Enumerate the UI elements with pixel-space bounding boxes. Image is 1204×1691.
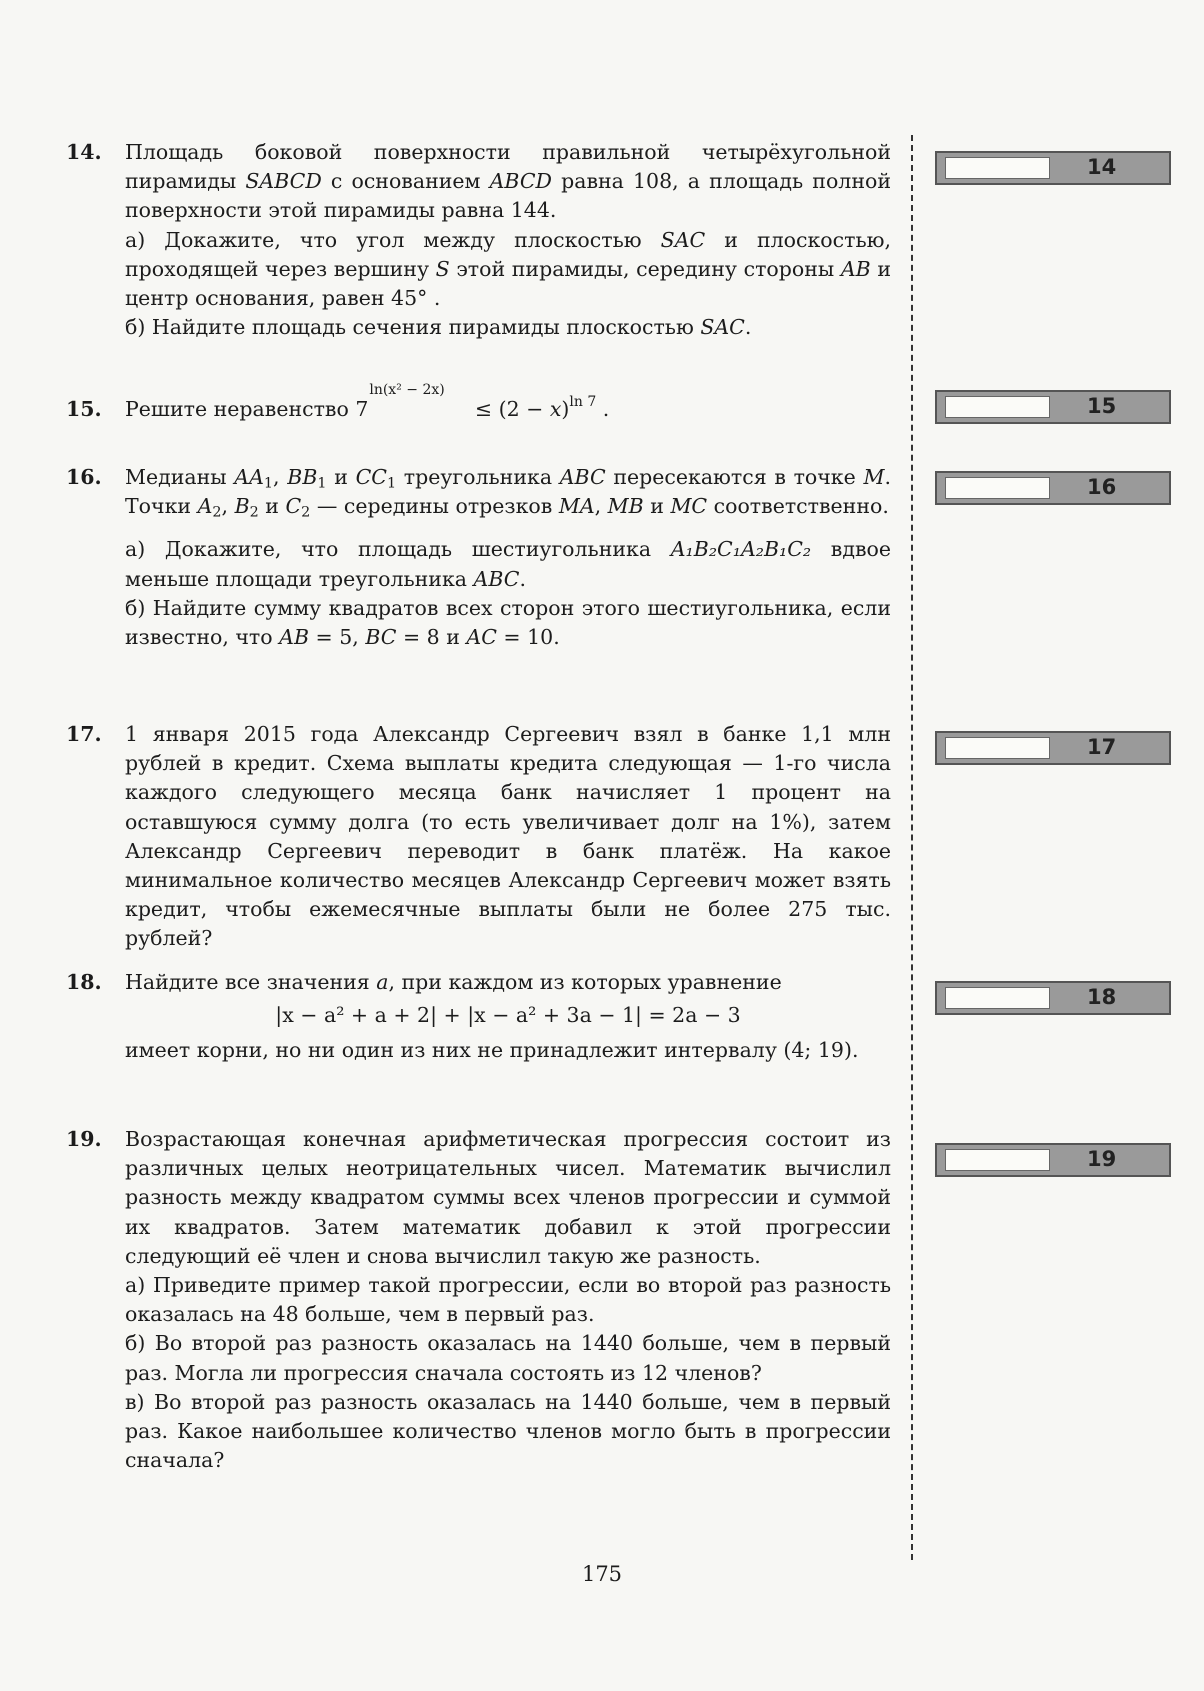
- problem-text: 1 января 2015 года Александр Сергеевич взял в банке 1,1 млн рублей в кредит. Схема выплаты кредита следующая — 1-го числа каждого следующего месяца банк начисляет 1 процент на оставшуюся сумму долга (то есть увеличивает долг на 1%), затем Александр Сергеевич переводит в банк платёж. На какое минимальное количество месяцев Александр Сергеевич может взять кредит, чтобы ежемесячные выплаты были не более 275 тыс. рублей?: [125, 722, 891, 951]
- answer-field[interactable]: [945, 396, 1050, 418]
- problem-16: [66, 463, 891, 652]
- problem-number: 14.: [66, 140, 102, 164]
- equation: |x − a² + a + 2| + |x − a² + 3a − 1| = 2a − 3: [275, 1003, 741, 1028]
- answer-field[interactable]: [945, 737, 1050, 759]
- answer-field[interactable]: [945, 477, 1050, 499]
- answer-box-14: [935, 151, 1171, 185]
- problem-text: Найдите все значения a, при каждом из которых уравнение |x − a² + a + 2| + |x − a² + 3a − 1| = 2a − 3 имеет корни, но ни один из них не принадлежит интервалу (4; 19).: [125, 968, 891, 1066]
- problem-number: 16.: [66, 465, 102, 489]
- answer-box-label: 16: [1087, 475, 1117, 499]
- problem-number: 18.: [66, 970, 102, 994]
- problem-number: 15.: [66, 397, 102, 421]
- problem-19: [66, 1125, 891, 1475]
- answer-box-label: 17: [1087, 735, 1117, 759]
- page-number: 175: [581, 1562, 623, 1586]
- answer-box-16: [935, 471, 1171, 505]
- answer-box-label: 15: [1087, 394, 1117, 418]
- answer-box-label: 19: [1087, 1147, 1117, 1171]
- answer-box-15: [935, 390, 1171, 424]
- answer-field[interactable]: [945, 157, 1050, 179]
- inequality: Решите неравенство 7 ln(x² − 2x) ≤ $(2 - x)^{ln 7}$ .: [125, 395, 891, 427]
- answer-box-label: 18: [1087, 985, 1117, 1009]
- answer-box-label: 14: [1087, 155, 1117, 179]
- problem-17: [66, 720, 891, 954]
- answer-field[interactable]: [945, 987, 1050, 1009]
- problem-text: Площадь боковой поверхности правильной четырёхугольной пирамиды SABCD с основанием ABCD равна 108, а площадь полной поверхности этой пирамиды равна 144. а) Докажите, что угол между плоскостью SAC и плоскостью, проходящей через вершину S этой пирамиды, середину стороны AB и центр основания, равен 45° . б) Найдите площадь сечения пирамиды плоскостью SAC.: [125, 140, 891, 340]
- problem-14: [66, 138, 891, 342]
- answer-field[interactable]: [945, 1149, 1050, 1171]
- problem-text: Возрастающая конечная арифметическая прогрессия состоит из различных целых неотрицательных чисел. Математик вычислил разность между квадратом суммы всех членов прогрессии и суммой их квадратов. Затем математик добавил к этой прогрессии следующий её член и снова вычислил такую же разность. а) Приведите пример такой прогрессии, если во второй раз разность оказалась на 48 больше, чем в первый раз. б) Во второй раз разность оказалась на 1440 больше, чем в первый раз. Могла ли прогрессия сначала состоять из 12 членов? в) Во второй раз разность оказалась на 1440 больше, чем в первый раз. Какое наибольшее количество членов могло быть в прогрессии сначала?: [125, 1127, 891, 1473]
- exponent: ln(x² − 2x): [369, 382, 445, 398]
- answer-box-18: [935, 981, 1171, 1015]
- cut-line: [911, 135, 913, 1560]
- problem-text: Медианы $AA_1$, $BB_1$ и $CC_1$ треугольника ABC пересекаются в точке M. Точки $A_2$, $B_2$ и $C_2$ — середины отрезков MA, MB и MC соответственно. а) Докажите, что площадь шестиугольника A₁B₂C₁A₂B₁C₂ вдвое меньше площади треугольника ABC. б) Найдите сумму квадратов всех сторон этого шестиугольника, если известно, что AB = 5, BC = 8 и AC = 10.: [125, 465, 891, 650]
- problem-number: 17.: [66, 722, 102, 746]
- answer-box-17: [935, 731, 1171, 765]
- answer-box-19: [935, 1143, 1171, 1177]
- problem-number: 19.: [66, 1127, 102, 1151]
- problem-18: [66, 968, 891, 1066]
- problem-15: [66, 382, 891, 427]
